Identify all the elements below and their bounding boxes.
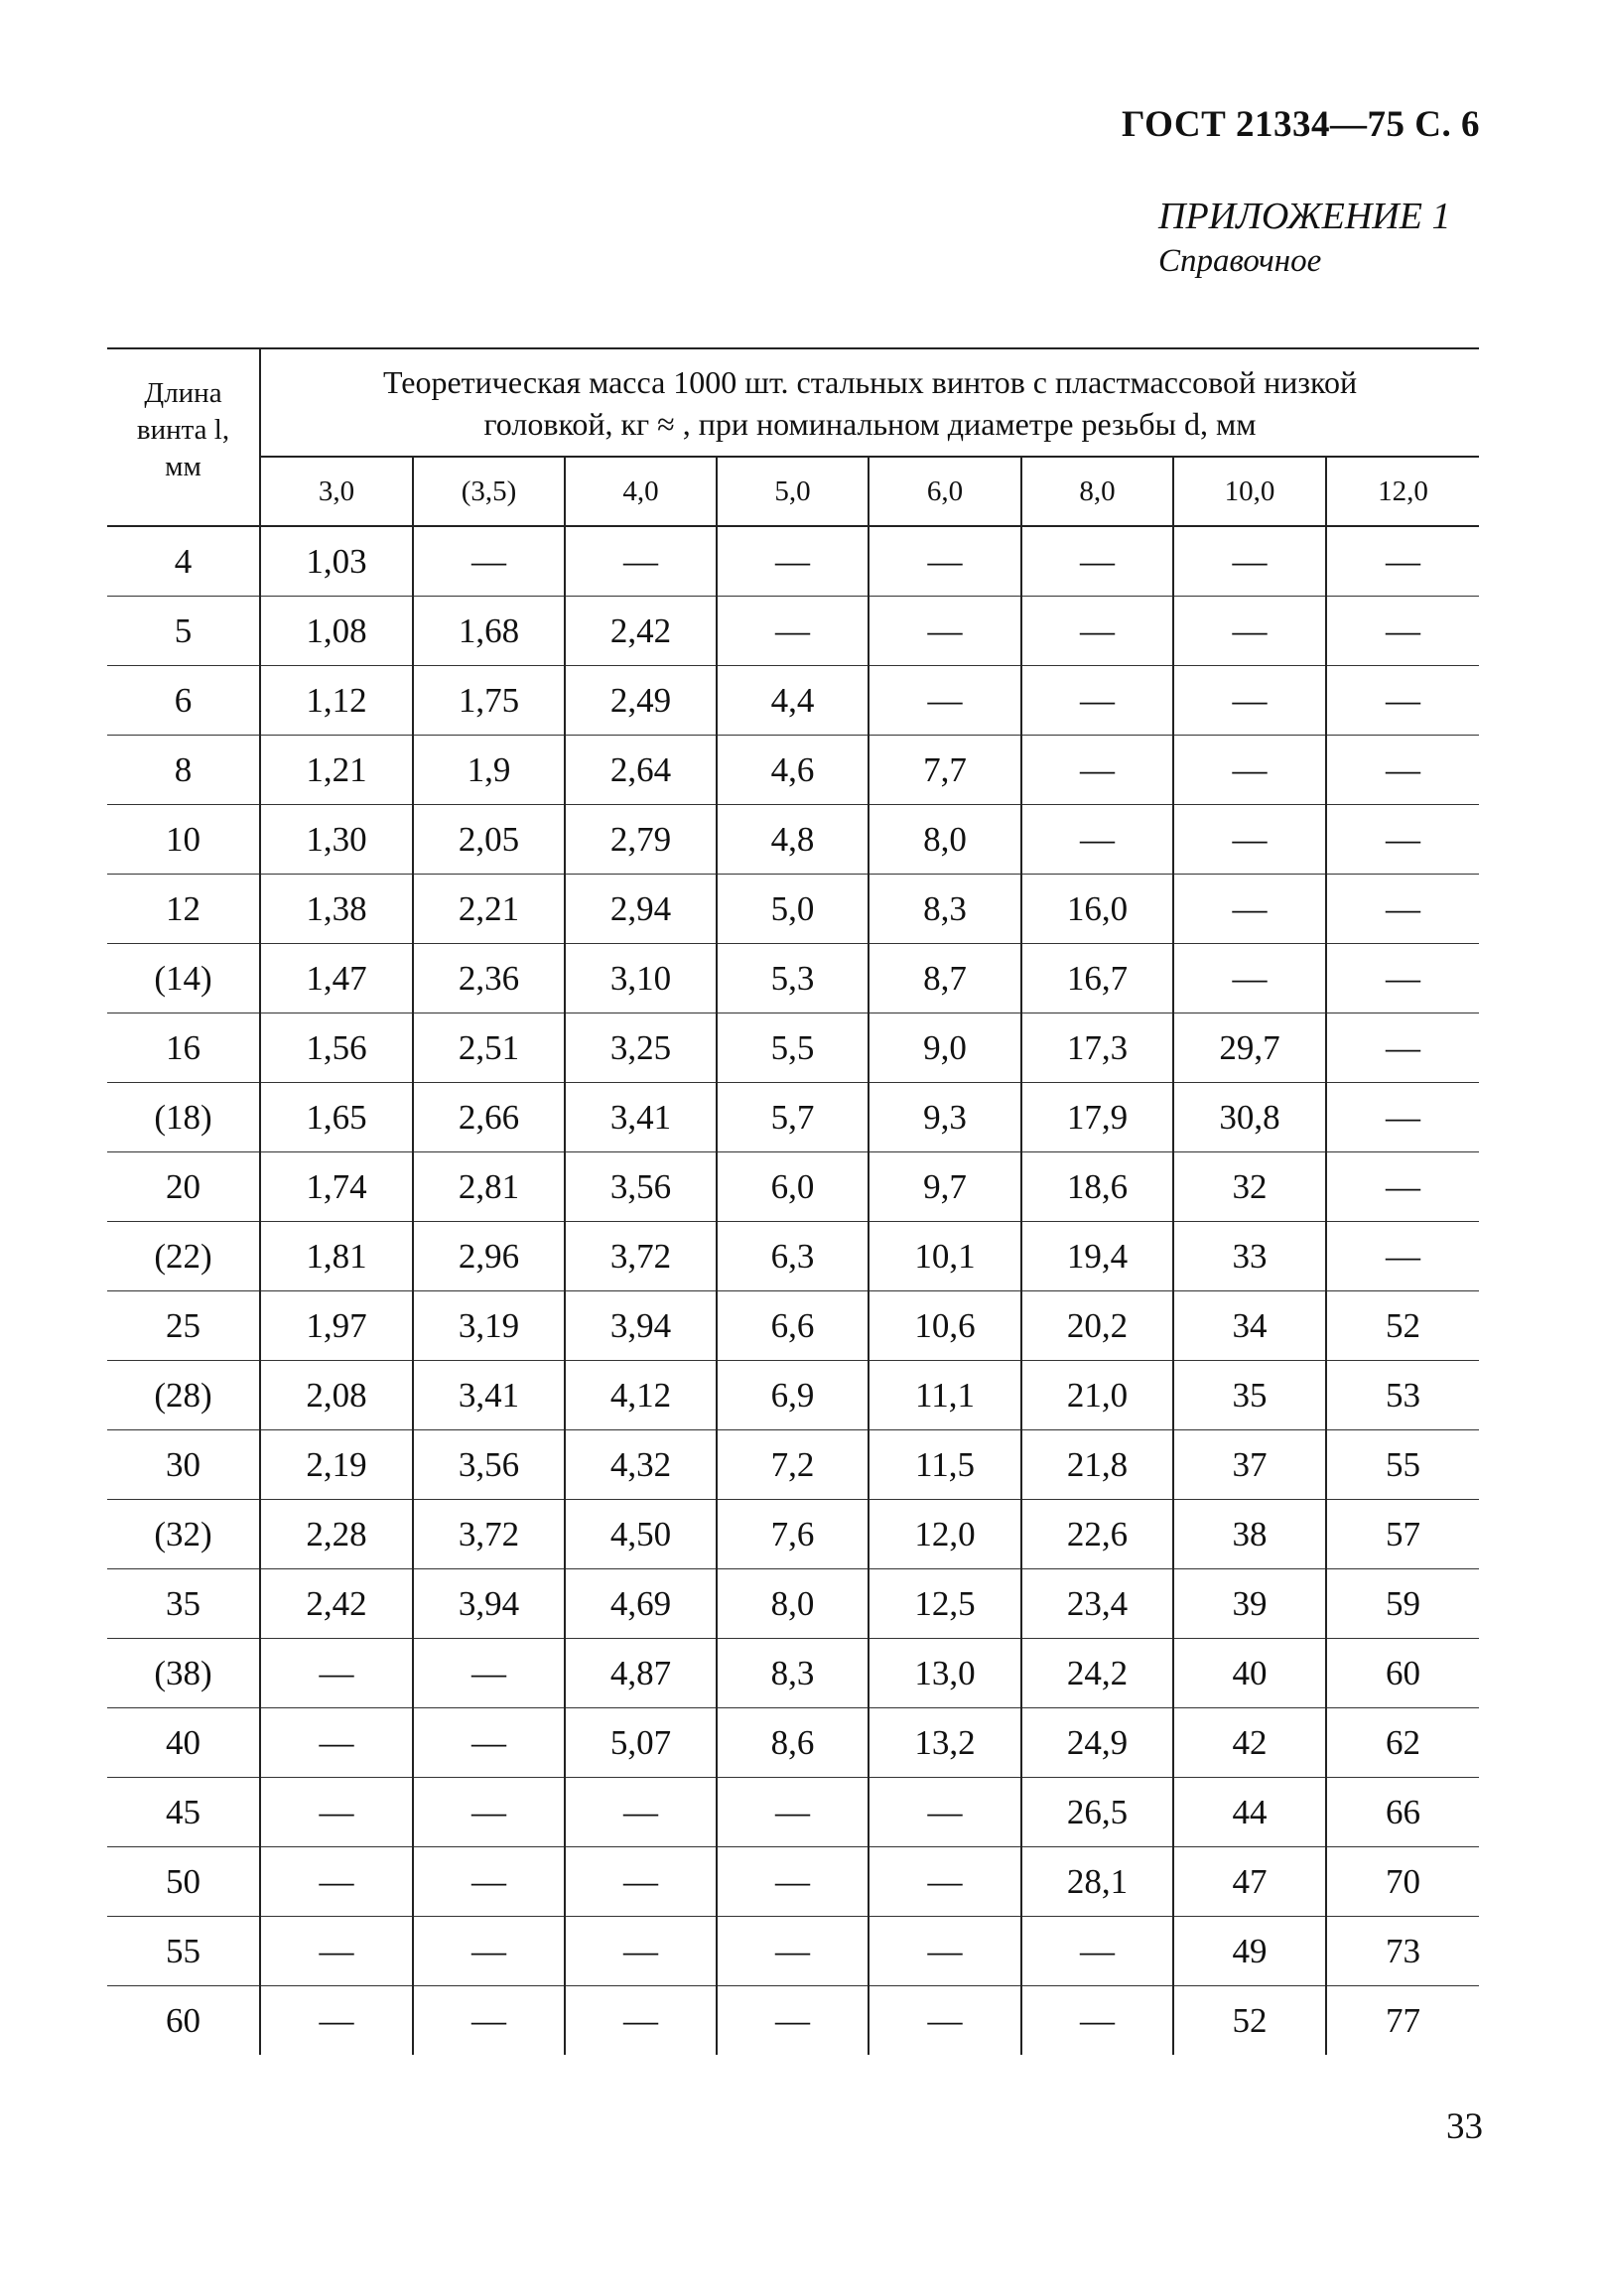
mass-value-cell: 1,03: [260, 526, 413, 597]
mass-value-cell: 60: [1326, 1639, 1479, 1708]
screw-length-cell: (18): [107, 1083, 260, 1152]
mass-value-cell: 2,66: [413, 1083, 565, 1152]
mass-value-cell: —: [1021, 597, 1173, 666]
mass-value-cell: 2,19: [260, 1430, 413, 1500]
table-row: [107, 1291, 1479, 1361]
mass-value-cell: 52: [1173, 1986, 1326, 2056]
mass-value-cell: —: [1326, 1222, 1479, 1291]
mass-value-cell: 8,0: [869, 805, 1021, 875]
appendix-subtitle: Справочное: [1158, 243, 1322, 279]
mass-value-cell: 2,64: [565, 736, 717, 805]
mass-value-cell: 2,28: [260, 1500, 413, 1569]
mass-value-cell: —: [260, 1847, 413, 1917]
table-row: [107, 805, 1479, 875]
mass-value-cell: —: [1326, 805, 1479, 875]
mass-value-cell: —: [260, 1639, 413, 1708]
mass-value-cell: —: [1173, 736, 1326, 805]
mass-value-cell: 16,7: [1021, 944, 1173, 1013]
mass-value-cell: 21,8: [1021, 1430, 1173, 1500]
mass-value-cell: 3,72: [565, 1222, 717, 1291]
mass-value-cell: —: [1173, 666, 1326, 736]
diameter-header-cell: 10,0: [1173, 457, 1326, 526]
mass-value-cell: 2,51: [413, 1013, 565, 1083]
mass-value-cell: 1,56: [260, 1013, 413, 1083]
mass-value-cell: 77: [1326, 1986, 1479, 2056]
mass-value-cell: 4,69: [565, 1569, 717, 1639]
table-row: [107, 1569, 1479, 1639]
mass-value-cell: 66: [1326, 1778, 1479, 1847]
table-row: [107, 1639, 1479, 1708]
screw-length-cell: 5: [107, 597, 260, 666]
mass-value-cell: 13,0: [869, 1639, 1021, 1708]
mass-value-cell: —: [1021, 526, 1173, 597]
mass-value-cell: —: [1326, 1152, 1479, 1222]
mass-value-cell: —: [1173, 875, 1326, 944]
mass-value-cell: —: [1021, 666, 1173, 736]
mass-value-cell: —: [565, 526, 717, 597]
screw-length-cell: 20: [107, 1152, 260, 1222]
mass-value-cell: 1,75: [413, 666, 565, 736]
mass-value-cell: —: [260, 1917, 413, 1986]
mass-value-cell: 3,10: [565, 944, 717, 1013]
mass-value-cell: 1,12: [260, 666, 413, 736]
table-row: [107, 526, 1479, 597]
table-row: [107, 1986, 1479, 2056]
mass-header-line: головкой, кг ≈ , при номинальном диаметре резьбы d, мм: [483, 405, 1257, 442]
mass-value-cell: —: [717, 1917, 869, 1986]
screw-length-cell: (38): [107, 1639, 260, 1708]
mass-value-cell: 1,81: [260, 1222, 413, 1291]
mass-value-cell: 8,3: [869, 875, 1021, 944]
mass-value-cell: 3,94: [413, 1569, 565, 1639]
screw-length-cell: 8: [107, 736, 260, 805]
mass-value-cell: 4,6: [717, 736, 869, 805]
mass-value-cell: 2,05: [413, 805, 565, 875]
mass-value-cell: —: [260, 1986, 413, 2056]
table-row: [107, 1152, 1479, 1222]
diameter-header-cell: 3,0: [260, 457, 413, 526]
mass-value-cell: —: [1173, 597, 1326, 666]
mass-value-cell: 30,8: [1173, 1083, 1326, 1152]
mass-value-cell: 2,49: [565, 666, 717, 736]
diameter-header-cell: 5,0: [717, 457, 869, 526]
mass-value-cell: 35: [1173, 1361, 1326, 1430]
mass-value-cell: 3,56: [413, 1430, 565, 1500]
table-row: [107, 736, 1479, 805]
mass-value-cell: —: [869, 1778, 1021, 1847]
length-header-line: мм: [165, 451, 201, 482]
mass-value-cell: —: [1326, 666, 1479, 736]
mass-value-cell: —: [869, 526, 1021, 597]
mass-value-cell: 32: [1173, 1152, 1326, 1222]
mass-value-cell: 44: [1173, 1778, 1326, 1847]
mass-value-cell: 4,50: [565, 1500, 717, 1569]
table-row: [107, 875, 1479, 944]
mass-value-cell: 49: [1173, 1917, 1326, 1986]
diameter-header-row: [107, 457, 1479, 526]
mass-value-cell: 10,1: [869, 1222, 1021, 1291]
mass-value-cell: —: [1173, 805, 1326, 875]
screw-length-cell: 40: [107, 1708, 260, 1778]
screw-length-cell: (28): [107, 1361, 260, 1430]
mass-value-cell: —: [1326, 875, 1479, 944]
mass-value-cell: —: [1173, 944, 1326, 1013]
table-row: [107, 1083, 1479, 1152]
screw-length-cell: 10: [107, 805, 260, 875]
diameter-header-cell: 4,0: [565, 457, 717, 526]
mass-value-cell: 11,5: [869, 1430, 1021, 1500]
mass-value-cell: 21,0: [1021, 1361, 1173, 1430]
mass-value-cell: —: [717, 597, 869, 666]
screw-length-cell: 50: [107, 1847, 260, 1917]
table-row: [107, 1361, 1479, 1430]
mass-value-cell: 1,74: [260, 1152, 413, 1222]
table-row: [107, 1778, 1479, 1847]
diameter-header-cell: 12,0: [1326, 457, 1479, 526]
table-row: [107, 1917, 1479, 1986]
table-row: [107, 597, 1479, 666]
screw-length-cell: (32): [107, 1500, 260, 1569]
mass-value-cell: —: [869, 666, 1021, 736]
mass-value-cell: 5,7: [717, 1083, 869, 1152]
mass-value-cell: 33: [1173, 1222, 1326, 1291]
mass-value-cell: 59: [1326, 1569, 1479, 1639]
screw-length-cell: 6: [107, 666, 260, 736]
mass-value-cell: —: [413, 1708, 565, 1778]
mass-value-cell: 8,7: [869, 944, 1021, 1013]
mass-value-cell: 1,38: [260, 875, 413, 944]
mass-column-header: [260, 348, 1479, 457]
mass-value-cell: 1,97: [260, 1291, 413, 1361]
screw-length-cell: 12: [107, 875, 260, 944]
mass-value-cell: 1,65: [260, 1083, 413, 1152]
mass-value-cell: 8,6: [717, 1708, 869, 1778]
mass-value-cell: 7,7: [869, 736, 1021, 805]
screw-length-cell: (14): [107, 944, 260, 1013]
mass-value-cell: —: [869, 597, 1021, 666]
mass-value-cell: 22,6: [1021, 1500, 1173, 1569]
mass-value-cell: 2,42: [260, 1569, 413, 1639]
mass-value-cell: —: [1326, 597, 1479, 666]
mass-value-cell: 5,07: [565, 1708, 717, 1778]
mass-value-cell: —: [413, 526, 565, 597]
mass-value-cell: —: [1021, 805, 1173, 875]
mass-value-cell: —: [260, 1778, 413, 1847]
mass-value-cell: 2,96: [413, 1222, 565, 1291]
length-column-header: [107, 348, 260, 526]
table-row: [107, 1500, 1479, 1569]
mass-value-cell: 18,6: [1021, 1152, 1173, 1222]
mass-value-cell: 11,1: [869, 1361, 1021, 1430]
mass-value-cell: 2,08: [260, 1361, 413, 1430]
mass-value-cell: —: [717, 526, 869, 597]
screw-length-cell: (22): [107, 1222, 260, 1291]
mass-value-cell: —: [565, 1986, 717, 2056]
mass-value-cell: 13,2: [869, 1708, 1021, 1778]
mass-value-cell: 3,72: [413, 1500, 565, 1569]
mass-value-cell: —: [1326, 1083, 1479, 1152]
mass-value-cell: —: [1021, 1917, 1173, 1986]
mass-value-cell: 34: [1173, 1291, 1326, 1361]
mass-value-cell: —: [717, 1986, 869, 2056]
mass-value-cell: 40: [1173, 1639, 1326, 1708]
mass-value-cell: 5,3: [717, 944, 869, 1013]
appendix-title: ПРИЛОЖЕНИЕ 1: [1158, 196, 1451, 237]
mass-value-cell: —: [413, 1986, 565, 2056]
screw-length-cell: 45: [107, 1778, 260, 1847]
mass-value-cell: 4,12: [565, 1361, 717, 1430]
length-header-line: Длина: [144, 377, 222, 409]
table-row: [107, 1847, 1479, 1917]
mass-value-cell: 6,0: [717, 1152, 869, 1222]
mass-value-cell: —: [1326, 526, 1479, 597]
mass-value-cell: 9,0: [869, 1013, 1021, 1083]
mass-value-cell: 7,6: [717, 1500, 869, 1569]
screw-length-cell: 25: [107, 1291, 260, 1361]
mass-value-cell: 24,9: [1021, 1708, 1173, 1778]
table-row: [107, 1222, 1479, 1291]
mass-value-cell: 17,9: [1021, 1083, 1173, 1152]
mass-value-cell: —: [1021, 1986, 1173, 2056]
table-row: [107, 944, 1479, 1013]
diameter-header-cell: 8,0: [1021, 457, 1173, 526]
mass-value-cell: 1,30: [260, 805, 413, 875]
mass-value-cell: 17,3: [1021, 1013, 1173, 1083]
screw-length-cell: 55: [107, 1917, 260, 1986]
length-header-line: [107, 412, 259, 449]
mass-value-cell: 1,9: [413, 736, 565, 805]
length-header-line-text: винта l,: [136, 414, 230, 446]
mass-value-cell: 3,94: [565, 1291, 717, 1361]
mass-value-cell: 73: [1326, 1917, 1479, 1986]
mass-value-cell: 1,68: [413, 597, 565, 666]
mass-value-cell: —: [1326, 1013, 1479, 1083]
mass-value-cell: 38: [1173, 1500, 1326, 1569]
document-code-header: ГОСТ 21334—75 С. 6: [1122, 104, 1480, 145]
mass-value-cell: —: [869, 1986, 1021, 2056]
mass-value-cell: —: [717, 1847, 869, 1917]
mass-value-cell: 1,08: [260, 597, 413, 666]
mass-value-cell: 39: [1173, 1569, 1326, 1639]
mass-value-cell: —: [565, 1917, 717, 1986]
mass-value-cell: —: [717, 1778, 869, 1847]
mass-value-cell: 9,3: [869, 1083, 1021, 1152]
mass-value-cell: 6,6: [717, 1291, 869, 1361]
diameter-header-cell: (3,5): [413, 457, 565, 526]
mass-value-cell: —: [413, 1917, 565, 1986]
mass-value-cell: 20,2: [1021, 1291, 1173, 1361]
mass-value-cell: 3,25: [565, 1013, 717, 1083]
mass-value-cell: —: [1326, 944, 1479, 1013]
mass-value-cell: 3,56: [565, 1152, 717, 1222]
mass-value-cell: 8,3: [717, 1639, 869, 1708]
mass-value-cell: 4,8: [717, 805, 869, 875]
screw-length-cell: 35: [107, 1569, 260, 1639]
screw-mass-table: [107, 347, 1479, 2055]
mass-value-cell: 10,6: [869, 1291, 1021, 1361]
mass-value-cell: —: [413, 1778, 565, 1847]
mass-value-cell: 62: [1326, 1708, 1479, 1778]
mass-value-cell: 23,4: [1021, 1569, 1173, 1639]
table-body: [107, 526, 1479, 2055]
table-row: [107, 1430, 1479, 1500]
mass-value-cell: 42: [1173, 1708, 1326, 1778]
mass-value-cell: 37: [1173, 1430, 1326, 1500]
screw-length-cell: 4: [107, 526, 260, 597]
screw-length-cell: 30: [107, 1430, 260, 1500]
mass-value-cell: 12,0: [869, 1500, 1021, 1569]
mass-value-cell: 2,21: [413, 875, 565, 944]
mass-value-cell: —: [260, 1708, 413, 1778]
mass-value-cell: 1,21: [260, 736, 413, 805]
mass-value-cell: —: [565, 1847, 717, 1917]
table-row: [107, 666, 1479, 736]
mass-value-cell: 16,0: [1021, 875, 1173, 944]
mass-value-cell: 2,79: [565, 805, 717, 875]
table-row: [107, 1708, 1479, 1778]
mass-value-cell: 28,1: [1021, 1847, 1173, 1917]
mass-value-cell: 4,87: [565, 1639, 717, 1708]
mass-value-cell: 55: [1326, 1430, 1479, 1500]
mass-value-cell: 8,0: [717, 1569, 869, 1639]
diameter-header-cell: 6,0: [869, 457, 1021, 526]
mass-value-cell: 2,81: [413, 1152, 565, 1222]
mass-value-cell: 9,7: [869, 1152, 1021, 1222]
mass-value-cell: 3,41: [565, 1083, 717, 1152]
mass-value-cell: 52: [1326, 1291, 1479, 1361]
mass-value-cell: 57: [1326, 1500, 1479, 1569]
mass-value-cell: —: [1326, 736, 1479, 805]
mass-value-cell: 2,36: [413, 944, 565, 1013]
mass-value-cell: 2,94: [565, 875, 717, 944]
page-number: 33: [1446, 2106, 1483, 2147]
mass-value-cell: 3,41: [413, 1361, 565, 1430]
mass-value-cell: 4,4: [717, 666, 869, 736]
screw-length-cell: 16: [107, 1013, 260, 1083]
mass-value-cell: —: [869, 1917, 1021, 1986]
mass-value-cell: 70: [1326, 1847, 1479, 1917]
table-row: [107, 1013, 1479, 1083]
mass-value-cell: 53: [1326, 1361, 1479, 1430]
mass-value-cell: 4,32: [565, 1430, 717, 1500]
mass-value-cell: 5,5: [717, 1013, 869, 1083]
mass-value-cell: 12,5: [869, 1569, 1021, 1639]
mass-header-line: Теоретическая масса 1000 шт. стальных винтов с пластмассовой низкой: [382, 363, 1358, 400]
mass-value-cell: 29,7: [1173, 1013, 1326, 1083]
mass-value-cell: 2,42: [565, 597, 717, 666]
mass-value-cell: 19,4: [1021, 1222, 1173, 1291]
mass-value-cell: 47: [1173, 1847, 1326, 1917]
mass-value-cell: —: [413, 1639, 565, 1708]
mass-value-cell: —: [1173, 526, 1326, 597]
mass-value-cell: 6,9: [717, 1361, 869, 1430]
mass-value-cell: 6,3: [717, 1222, 869, 1291]
mass-value-cell: —: [1021, 736, 1173, 805]
mass-value-cell: —: [869, 1847, 1021, 1917]
mass-value-cell: 3,19: [413, 1291, 565, 1361]
mass-value-cell: 1,47: [260, 944, 413, 1013]
screw-length-cell: 60: [166, 2000, 201, 2040]
mass-value-cell: 5,0: [717, 875, 869, 944]
mass-value-cell: 26,5: [1021, 1778, 1173, 1847]
mass-value-cell: 24,2: [1021, 1639, 1173, 1708]
mass-value-cell: —: [413, 1847, 565, 1917]
mass-value-cell: —: [565, 1778, 717, 1847]
mass-value-cell: 7,2: [717, 1430, 869, 1500]
